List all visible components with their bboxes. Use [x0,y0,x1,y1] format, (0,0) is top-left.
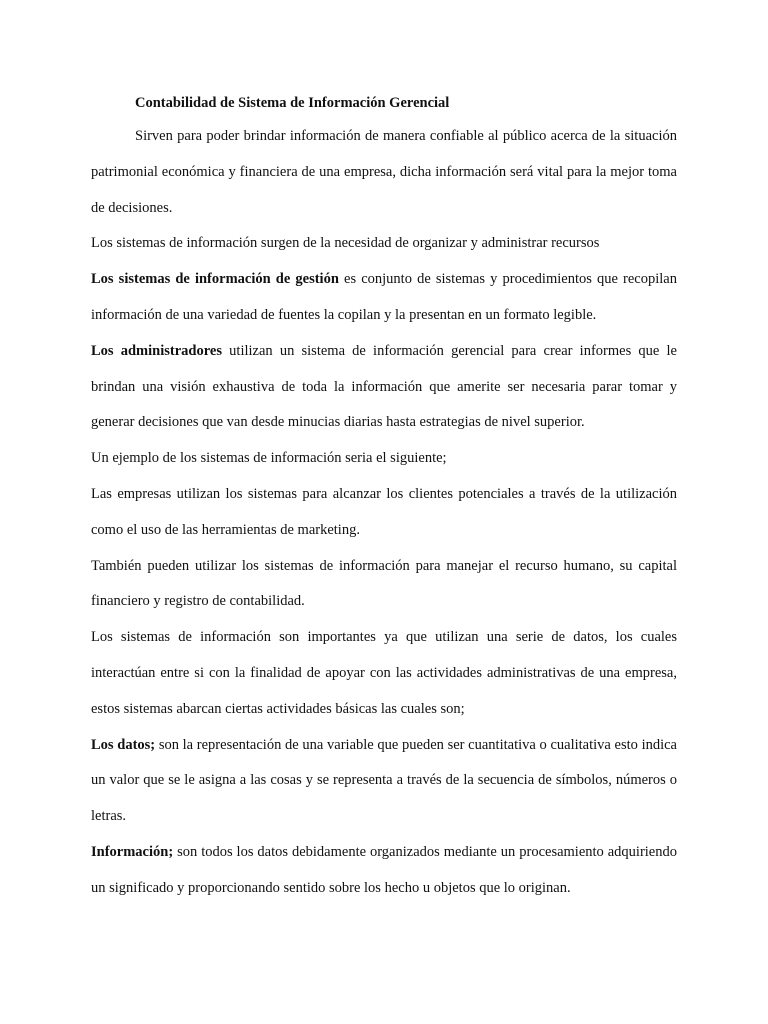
paragraph-information [91,835,677,907]
paragraph-human-resources: También pueden utilizar los sistemas de información para manejar el recurso humano, su capital financiero y registro de contabilidad. [91,557,677,610]
paragraph-intro: Sirven para poder brindar información de manera confiable al público acerca de la situación patrimonial económica y financiera de una empresa, dicha información será vital para la mejor toma de decisiones. [91,128,677,216]
term-data: Los datos; [91,736,156,753]
definition-information: son todos los datos debidamente organizados mediante un procesamiento adquiriendo un significado y proporcionando sentido sobre los hecho u objetos que lo originan. [91,843,677,896]
definition-management-systems: es conjunto de sistemas y procedimientos que recopilan información de una variedad de fuentes la copilan y la presentan en un formato legible. [91,271,677,323]
paragraph-administrators [91,334,677,441]
term-management-systems: Los sistemas de información de gestión [91,271,339,288]
paragraph-management-systems [91,262,677,334]
paragraph-importance: Los sistemas de información son importantes ya que utilizan una serie de datos, los cuales interactúan entre si con la finalidad de apoyar con las actividades administrativas de una empresa, estos sistemas abarcan ciertas actividades básicas las cuales son; [91,629,677,717]
term-information: Información; [91,843,174,860]
paragraph-data [91,728,677,835]
definition-administrators: utilizan un sistema de información gerencial para crear informes que le brindan una visión exhaustiva de toda la información que amerite ser necesaria parar tomar y generar decisiones que van desde minucias diarias hasta estrategias de nivel superior. [91,342,677,431]
paragraph-origin: Los sistemas de información surgen de la necesidad de organizar y administrar recursos [91,235,600,252]
paragraph-example-intro: Un ejemplo de los sistemas de información seria el siguiente; [91,450,447,467]
definition-data: son la representación de una variable que pueden ser cuantitativa o cualitativa esto indica un valor que se le asigna a las cosas y se representa a través de la secuencia de símbolos, números o letras. [91,736,677,825]
paragraph-marketing: Las empresas utilizan los sistemas para alcanzar los clientes potenciales a través de la utilización como el uso de las herramientas de marketing. [91,485,677,538]
term-administrators: Los administradores [91,342,222,359]
document-title: Contabilidad de Sistema de Información Gerencial [135,95,450,111]
